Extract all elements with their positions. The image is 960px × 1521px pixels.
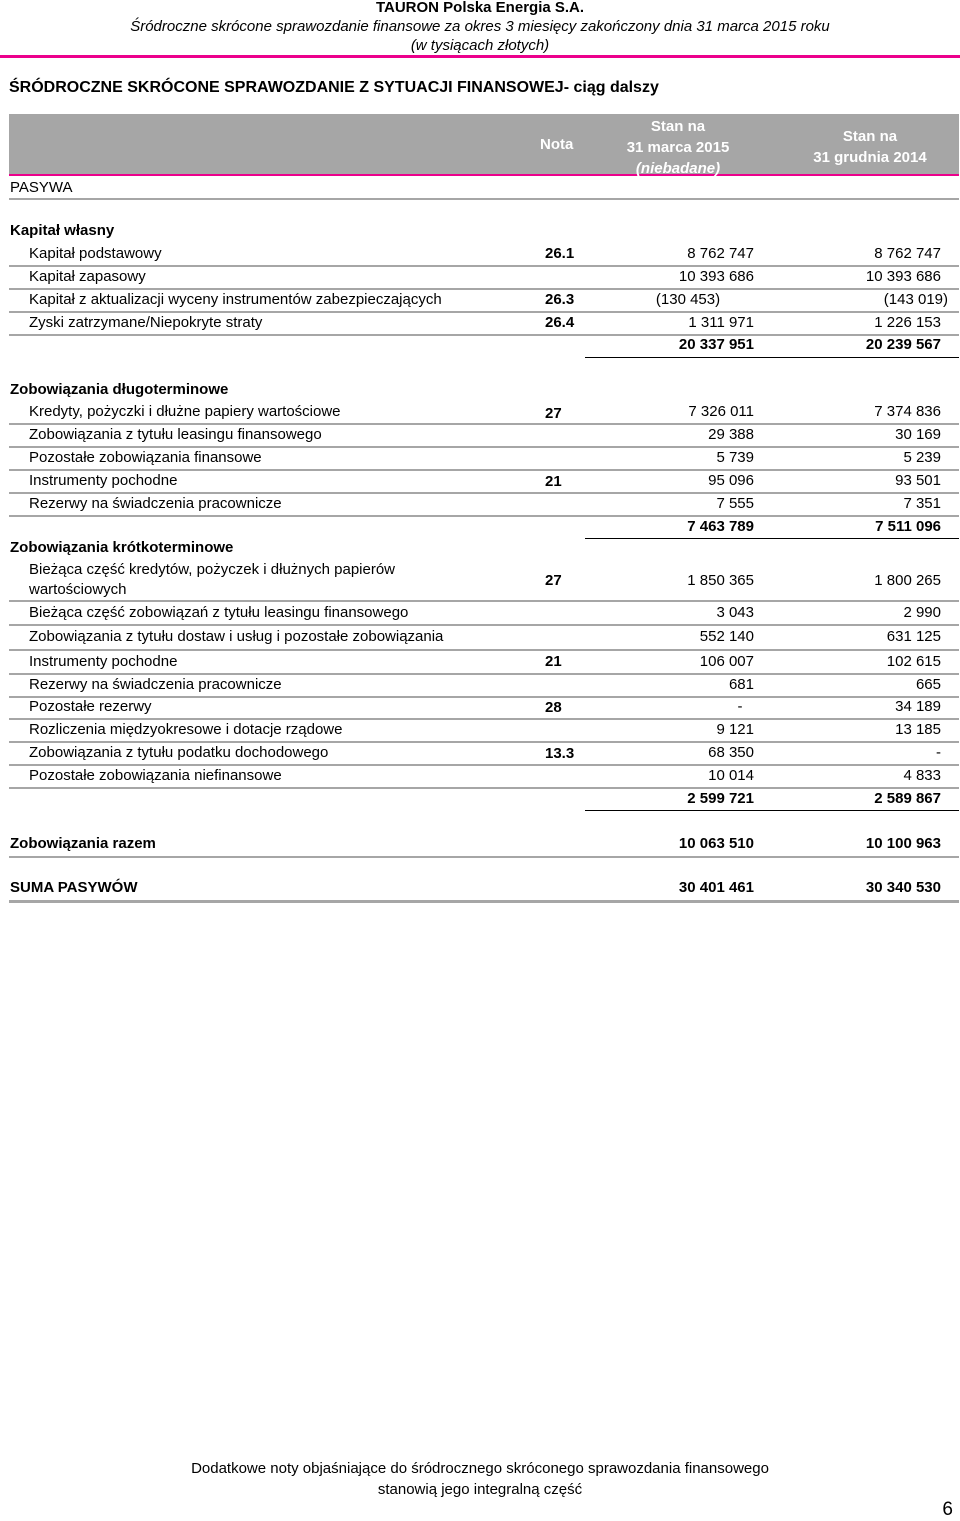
total-2014: 10 100 963 — [865, 835, 941, 852]
row-value-2015: 1 311 971 — [688, 314, 754, 331]
row-label: Kapitał podstawowy — [29, 245, 162, 262]
row-note: 26.3 — [545, 291, 575, 308]
row-value-2015: 68 350 — [708, 744, 754, 761]
row-value-2014: 13 185 — [895, 721, 941, 738]
header-col-2015 — [598, 116, 758, 179]
grand-total-2015: 30 401 461 — [678, 879, 754, 896]
table-row — [0, 220, 960, 242]
row-note: 27 — [545, 572, 562, 589]
table-header-divider — [9, 198, 959, 200]
table-row — [0, 289, 960, 311]
table-row — [0, 602, 960, 624]
row-label: Kapitał z aktualizacji wyceny instrumentów zabezpieczających — [29, 291, 442, 308]
row-label: Bieżąca część kredytów, pożyczek i dłużnych papierów — [29, 561, 396, 578]
row-label: Zobowiązania długoterminowe — [10, 381, 229, 398]
row-value-2015: 5 739 — [716, 449, 754, 466]
currency-unit: (w tysiącach złotych) — [410, 37, 550, 54]
table-row — [0, 537, 960, 559]
table-row — [0, 470, 960, 492]
row-value-2015: 7 555 — [716, 495, 754, 512]
subtotal-2015: 7 463 789 — [687, 518, 754, 535]
row-value-2015: 681 — [728, 676, 754, 693]
subtotal-underline — [585, 810, 959, 811]
row-value-2014: 5 239 — [903, 449, 941, 466]
subtotal-2015: 20 337 951 — [678, 336, 754, 353]
table-row — [0, 243, 960, 265]
row-value-2015: - — [737, 698, 743, 715]
row-note: 21 — [545, 473, 562, 490]
subtotal-row — [0, 788, 960, 810]
table-row — [0, 312, 960, 334]
row-value-2015: 3 043 — [716, 604, 754, 621]
row-label: Zobowiązania z tytułu leasingu finansowego — [29, 426, 322, 443]
row-value-2014: 1 226 153 — [874, 314, 941, 331]
grand-total-2014: 30 340 530 — [865, 879, 941, 896]
page-number: 6 — [942, 1499, 953, 1520]
row-value-2014: 1 800 265 — [874, 572, 941, 589]
row-value-2014: - — [936, 744, 941, 761]
table-row — [0, 401, 960, 423]
subtotal-row — [0, 334, 960, 356]
row-note: 21 — [545, 653, 562, 670]
subtotal-2015: 2 599 721 — [687, 790, 754, 807]
row-label-cont: wartościowych — [29, 581, 127, 598]
row-label: Zyski zatrzymane/Niepokryte straty — [29, 314, 263, 331]
row-label: Bieżąca część zobowiązań z tytułu leasingu finansowego — [29, 604, 409, 621]
header-col-2014 — [790, 126, 950, 168]
header-col-2014-line1: Stan na — [842, 128, 898, 145]
total-liabilities-row — [0, 833, 960, 855]
subtotal-underline — [585, 357, 959, 358]
row-label: SUMA PASYWÓW — [10, 879, 138, 896]
table-header-accent — [9, 174, 959, 176]
row-value-2014: 102 615 — [886, 653, 941, 670]
row-note: 26.1 — [545, 245, 575, 262]
row-value-2014: 7 351 — [903, 495, 941, 512]
footer-note-line2: stanowią jego integralną część — [377, 1481, 583, 1498]
row-value-2015: 29 388 — [708, 426, 754, 443]
row-note: 28 — [545, 699, 562, 716]
grand-total-underline — [9, 900, 959, 903]
total-underline — [9, 856, 959, 858]
table-row — [0, 651, 960, 673]
section-pasywa: PASYWA — [10, 179, 73, 196]
row-label: Instrumenty pochodne — [29, 653, 178, 670]
row-value-2015: 10 393 686 — [678, 268, 754, 285]
row-value-2015: 9 121 — [716, 721, 754, 738]
header-nota: Nota — [540, 136, 574, 153]
row-label: Zobowiązania z tytułu podatku dochodowego — [29, 744, 329, 761]
table-row — [0, 674, 960, 696]
row-value-2015: (130 453) — [655, 291, 721, 308]
row-value-2015: 106 007 — [699, 653, 754, 670]
page-title: ŚRÓDROCZNE SKRÓCONE SPRAWOZDANIE Z SYTUACJI FINANSOWEJ- ciąg dalszy — [9, 79, 659, 96]
grand-total-row — [0, 877, 960, 899]
row-label: Pozostałe zobowiązania finansowe — [29, 449, 262, 466]
row-note: 26.4 — [545, 314, 575, 331]
row-label: Instrumenty pochodne — [29, 472, 178, 489]
row-value-2014: 34 189 — [895, 698, 941, 715]
table-row — [0, 696, 960, 718]
row-label: Rezerwy na świadczenia pracownicze — [29, 495, 282, 512]
report-subtitle: Śródroczne skrócone sprawozdanie finansowe za okres 3 miesięcy zakończony dnia 31 marca 2015 roku — [130, 18, 830, 35]
table-row — [0, 424, 960, 446]
row-value-2014: 631 125 — [886, 628, 941, 645]
header-col-2015-line1: Stan na — [650, 118, 706, 135]
row-value-2014: 8 762 747 — [874, 245, 941, 262]
header-divider — [0, 55, 960, 58]
row-label: Rezerwy na świadczenia pracownicze — [29, 676, 282, 693]
row-value-2015: 8 762 747 — [687, 245, 754, 262]
header-col-2014-line2: 31 grudnia 2014 — [813, 149, 927, 166]
row-label: Kredyty, pożyczki i dłużne papiery wartościowe — [29, 403, 341, 420]
subtotal-2014: 20 239 567 — [865, 336, 941, 353]
table-row — [0, 266, 960, 288]
table-row — [0, 719, 960, 741]
row-value-2015: 95 096 — [708, 472, 754, 489]
table-row — [0, 742, 960, 764]
footer-note-line1: Dodatkowe noty objaśniające do śródrocznego skróconego sprawozdania finansowego — [191, 1460, 769, 1477]
row-label: Kapitał zapasowy — [29, 268, 146, 285]
table-row — [0, 765, 960, 787]
row-value-2014: 7 374 836 — [874, 403, 941, 420]
company-name: TAURON Polska Energia S.A. — [375, 0, 585, 16]
header-col-2015-line2: 31 marca 2015 — [626, 139, 730, 156]
row-label: Zobowiązania razem — [10, 835, 156, 852]
total-2015: 10 063 510 — [678, 835, 754, 852]
row-note: 13.3 — [545, 745, 575, 762]
row-value-2014: 93 501 — [895, 472, 941, 489]
subtotal-row — [0, 516, 960, 538]
table-row — [0, 493, 960, 515]
row-value-2014: (143 019) — [883, 291, 948, 308]
row-label: Zobowiązania krótkoterminowe — [10, 539, 234, 556]
row-value-2015: 552 140 — [699, 628, 754, 645]
row-label: Pozostałe rezerwy — [29, 698, 152, 715]
row-label: Rozliczenia międzyokresowe i dotacje rządowe — [29, 721, 343, 738]
row-value-2014: 665 — [915, 676, 941, 693]
row-label: Kapitał własny — [10, 222, 115, 239]
row-label: Zobowiązania z tytułu dostaw i usług i pozostałe zobowiązania — [29, 628, 444, 645]
table-row — [0, 626, 960, 648]
row-value-2015: 7 326 011 — [688, 403, 754, 420]
table-row — [0, 560, 960, 600]
row-label: Pozostałe zobowiązania niefinansowe — [29, 767, 282, 784]
row-value-2014: 10 393 686 — [865, 268, 941, 285]
row-value-2014: 30 169 — [895, 426, 941, 443]
row-note: 27 — [545, 405, 562, 422]
table-row — [0, 379, 960, 401]
row-value-2015: 10 014 — [708, 767, 754, 784]
header-col-2015-line3: (niebadane) — [635, 160, 721, 177]
row-value-2014: 2 990 — [903, 604, 941, 621]
table-row — [0, 447, 960, 469]
row-value-2014: 4 833 — [903, 767, 941, 784]
subtotal-2014: 2 589 867 — [874, 790, 941, 807]
row-value-2015: 1 850 365 — [687, 572, 754, 589]
subtotal-2014: 7 511 096 — [875, 518, 941, 535]
